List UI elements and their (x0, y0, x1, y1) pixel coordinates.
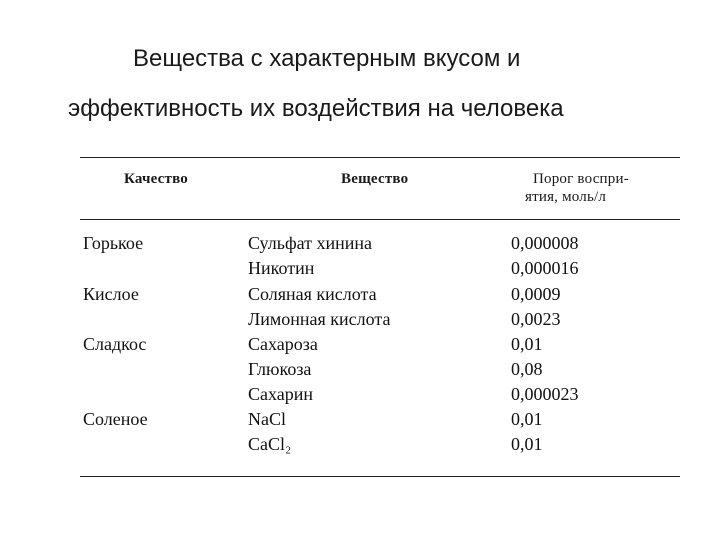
substance-cell: Никотин (248, 258, 315, 278)
substance-cell: Сахароза (248, 334, 318, 354)
quality-cell: Горькое (83, 233, 144, 253)
quality-cell: Кислое (83, 284, 139, 304)
table-top-rule (80, 157, 680, 158)
threshold-cell: 0,000023 (511, 384, 579, 404)
substance-cell: NaCl (248, 409, 286, 429)
header-quality: Качество (124, 171, 189, 187)
header-substance: Вещество (341, 171, 409, 187)
threshold-cell: 0,08 (511, 359, 543, 379)
threshold-cell: 0,0009 (511, 284, 561, 304)
threshold-cell: 0,0023 (511, 309, 561, 329)
threshold-cell: 0,01 (511, 434, 543, 454)
title-line-1: Вещества с характерным вкусом и (133, 45, 521, 72)
slide-title (0, 34, 720, 134)
header-threshold (525, 170, 629, 206)
threshold-cell: 0,01 (511, 409, 543, 429)
substance-cell: Лимонная кислота (248, 309, 391, 329)
substance-cell: Глюкоза (248, 359, 312, 379)
threshold-cell: 0,000016 (511, 258, 579, 278)
table-header-rule (80, 219, 680, 220)
substance-cell: Соляная кислота (248, 284, 377, 304)
quality-cell: Соленое (83, 409, 148, 429)
substance-cell: CaCl₂ (248, 434, 292, 454)
header-threshold-line-2: ятия, моль/л (525, 189, 607, 205)
substance-cell: Сульфат хинина (248, 233, 373, 253)
table-bottom-rule (80, 476, 680, 477)
quality-cell: Сладкос (83, 334, 147, 354)
title-line-2: эффективность их воздействия на человека (68, 95, 564, 122)
header-threshold-line-1: Порог воспри- (533, 171, 629, 187)
threshold-cell: 0,000008 (511, 233, 579, 253)
threshold-cell: 0,01 (511, 334, 543, 354)
substance-cell: Сахарин (248, 384, 314, 404)
